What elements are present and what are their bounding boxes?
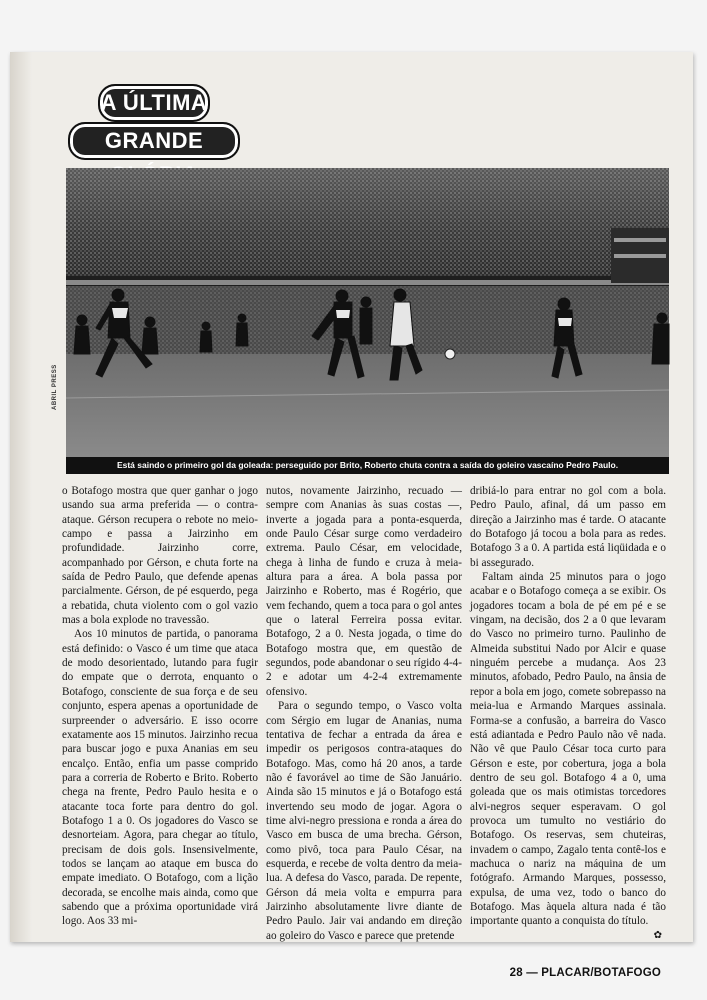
photo-caption: Está saindo o primeiro gol da goleada: perseguido por Brito, Roberto chuta contra a saída do goleiro vascaíno Pedro Paulo. [66, 457, 669, 474]
magazine-page [10, 52, 693, 979]
logo-title-line2: GRANDE [68, 122, 240, 160]
article-column-2 [266, 484, 462, 943]
page-binding-edge [10, 52, 32, 942]
paragraph: o Botafogo mostra que quer ganhar o jogo usando sua arma preferida — o contra-ataque. Gérson recupera o rebote no meio-campo e passa a Jairzinho em profundidade. Jairzinho corre, acompanhado por Gérson, e chuta forte na saída de Pedro Paulo, que defende apenas parcialmente. Gérson, de pé esquerdo, pega a rebatida, chuta violento com o gol vazio mas a bola explode no travessão. [62, 485, 258, 627]
paragraph: Para o segundo tempo, o Vasco volta com Sérgio em lugar de Ananias, numa tentativa de fechar a entrada da área e impedir os perigosos contra-ataques do Botafogo. Mas, como há 20 anos, a tarde não é favorável ao time de São Januário. Ainda são 15 minutos e já o Botafogo está invertendo seu modo de jogar. Agora o time alvi-negro pressiona e ronda a área do Vasco em busca de uma brecha. Gérson, como pivô, toca para Paulo César, na esquerda, e recebe de volta dentro da meia-lua. A defesa do Vasco, parada. De repente, Gérson dá meia volta e empurra para Jairzinho absolutamente livre diante de Pedro Paulo. Jair vai andando em direção ao goleiro do Vasco e parece que pretende [266, 700, 462, 942]
logo-title-line1: A ÚLTIMA [98, 84, 210, 122]
article-end-icon: ✿ [653, 929, 662, 941]
section-logo [68, 74, 240, 162]
page-footer: 28 — PLACAR/BOTAFOGO [509, 967, 661, 979]
paragraph: dribiá-lo para entrar no gol com a bola. Pedro Paulo, afinal, dá um passo em direção a Jairzinho mas é tarde. O atacante do Botafogo já tocou a bola para as redes. Botafogo 3 a 0. A partida está liqüidada e o bi assegurado. [470, 485, 666, 569]
paragraph: nutos, novamente Jairzinho, recuado — sempre com Ananias às suas costas —, inverte a jogada para a ponta-esquerda, onde Paulo César surge como verdadeiro extrema. Paulo César, em velocidade, chega à linha de fundo e cruza à meia-altura para a área. A bola passa por Jairzinho e Roberto, mas é Rogério, que vem fechando, quem a toca para o gol antes que o lateral Ferreira possa evitar. Botafogo, 2 a 0. Nesta jogada, o time do Botafogo mostra que, em questão de segundos, pode abandonar o seu rígido 4-4-2 e adotar um 4-2-4 extremamente ofensivo. [266, 485, 463, 698]
paragraph: Faltam ainda 25 minutos para o jogo acabar e o Botafogo começa a se exibir. Os jogadores tocam a bola de pé em pé e se vingam, na decisão, dos 2 a 0 que levaram do Vasco no primeiro turno. Paulinho de Almeida substitui Nado por Alcir e quase ninguém percebe a mudança. Aos 23 minutos, afobado, Pedro Paulo, na ânsia de repor a bola em jogo, comete sobrepasso na meia-lua e Armando Marques assinala. Forma-se a confusão, a barreira do Vasco está adiantada e Pedro Paulo não vê nada. Não vê que Paulo César toca curto para Gérson e este, por cobertura, joga a bola dentro de seu gol. Botafogo 4 a 0, uma goleada que os mais otimistas torcedores alvi-negros sequer esperavam. O gol provoca um tumulto no vestiário do Botafogo. Os reservas, sem chuteiras, invadem o campo, Zagalo tenta contê-los e machuca o nariz na máquina de um fotógrafo. Armando Marques, possesso, expulsa, de uma vez, todo o banco do Botafogo. Mas àquela altura nada é tão importante quanto a conquista do título. [470, 571, 666, 928]
match-photo [66, 168, 669, 457]
paragraph: Aos 10 minutos de partida, o panorama está definido: o Vasco é um time que ataca de modo desorientado, lutando para fugir do empate que o derrota, enquanto o Botafogo, consciente de sua força e de seu conjunto, espera apenas a oportunidade de surpreender o adversário. E isso ocorre exatamente aos 15 minutos. Jairzinho recua para buscar jogo e puxa Ananias em seu encalço. Então, enfia um passe comprido para a correria de Roberto e Brito. Roberto chega na frente, Pedro Paulo hesita e o atacante toca forte para dentro do gol. Botafogo 1 a 0. Os jogadores do Vasco se desnorteiam. Agora, para chegar ao título, precisam de dois gols. Insensivelmente, todos se lançam ao ataque em busca do empate imediato. O Botafogo, com a lição decorada, se encolhe mais ainda, como que sabendo que a próxima oportunidade virá logo. Aos 33 mi- [62, 628, 258, 928]
article-column-3 [470, 484, 666, 943]
photo-credit: ABRIL PRESS [52, 364, 58, 410]
article-column-1 [62, 484, 258, 929]
